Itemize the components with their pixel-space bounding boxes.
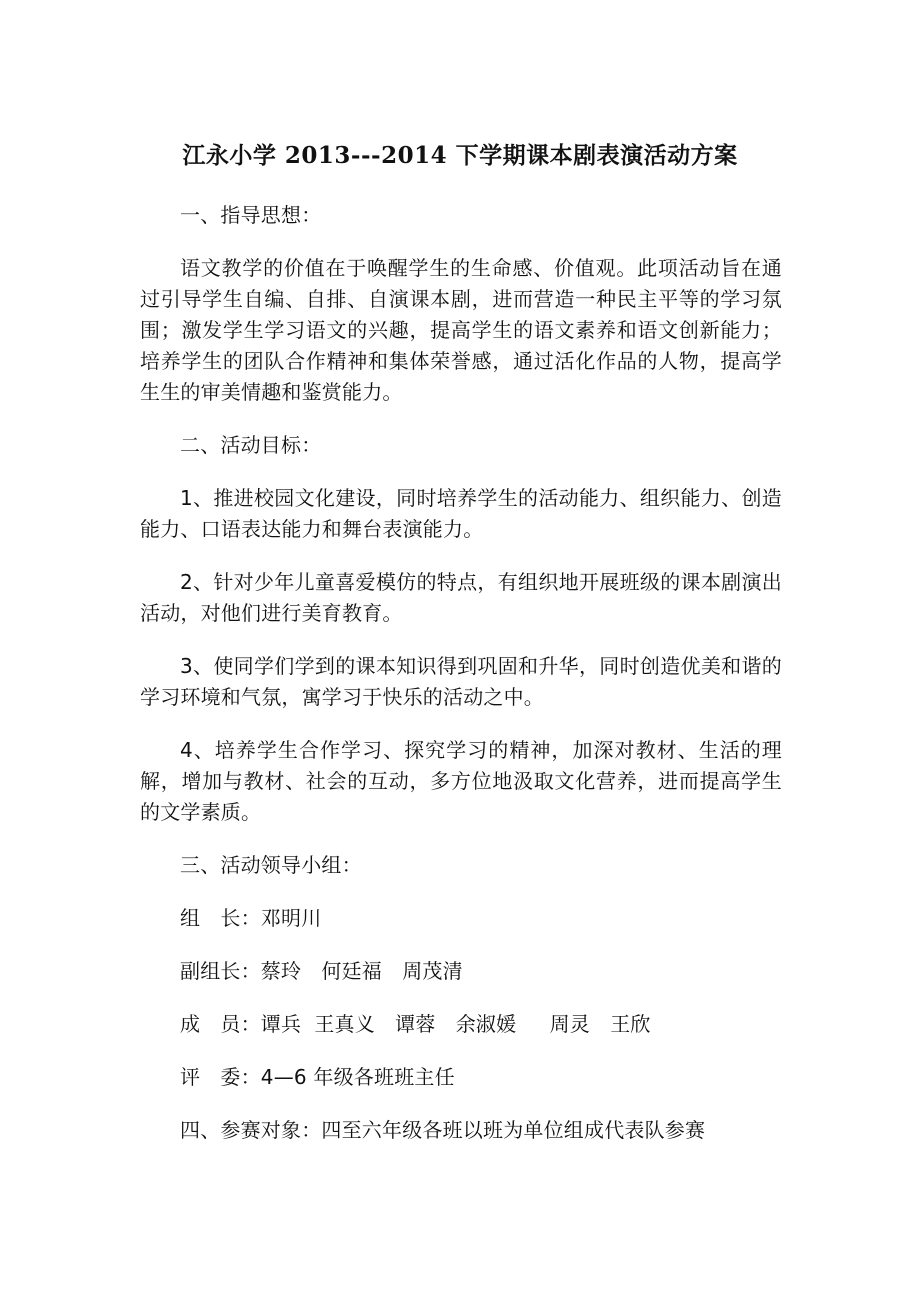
goal-item-1: 1、推进校园文化建设，同时培养学生的活动能力、组织能力、创造能力、口语表达能力和舞台表演能力。 bbox=[140, 486, 782, 541]
goal-item-4: 4、培养学生合作学习、探究学习的精神，加深对教材、生活的理解，增加与教材、社会的互动，多方位地汲取文化营养，进而提高学生的文学素质。 bbox=[140, 738, 782, 824]
section-heading-goals: 二、活动目标： bbox=[180, 433, 322, 457]
vice-leaders-line: 副组长：蔡玲 何廷福 周茂清 bbox=[180, 959, 463, 983]
leader-line: 组 长：邓明川 bbox=[180, 906, 322, 930]
goal-item-2: 2、针对少年儿童喜爱模仿的特点，有组织地开展班级的课本剧演出活动，对他们进行美育教育。 bbox=[140, 570, 782, 625]
section-heading-guiding: 一、指导思想： bbox=[180, 203, 322, 227]
section-heading-leaders: 三、活动领导小组： bbox=[180, 853, 362, 877]
document-title: 江永小学 2013---2014 下学期课本剧表演活动方案 bbox=[182, 142, 738, 169]
members-line: 成 员：谭兵 王真义 谭蓉 余淑媛 周灵 王欣 bbox=[180, 1012, 651, 1036]
section-heading-participants: 四、参赛对象：四至六年级各班以班为单位组成代表队参赛 bbox=[180, 1118, 706, 1142]
document-body bbox=[140, 200, 782, 1168]
judges-line: 评 委：4—6 年级各班班主任 bbox=[180, 1065, 455, 1089]
goal-item-3: 3、使同学们学到的课本知识得到巩固和升华，同时创造优美和谐的学习环境和气氛，寓学习于快乐的活动之中。 bbox=[140, 654, 782, 709]
guiding-paragraph: 语文教学的价值在于唤醒学生的生命感、价值观。此项活动旨在通过引导学生自编、自排、自演课本剧，进而营造一种民主平等的学习氛围；激发学生学习语文的兴趣，提高学生的语文素养和语文创新能力；培养学生的团队合作精神和集体荣誉感，通过活化作品的人物，提高学生生的审美情趣和鉴赏能力。 bbox=[140, 256, 782, 404]
